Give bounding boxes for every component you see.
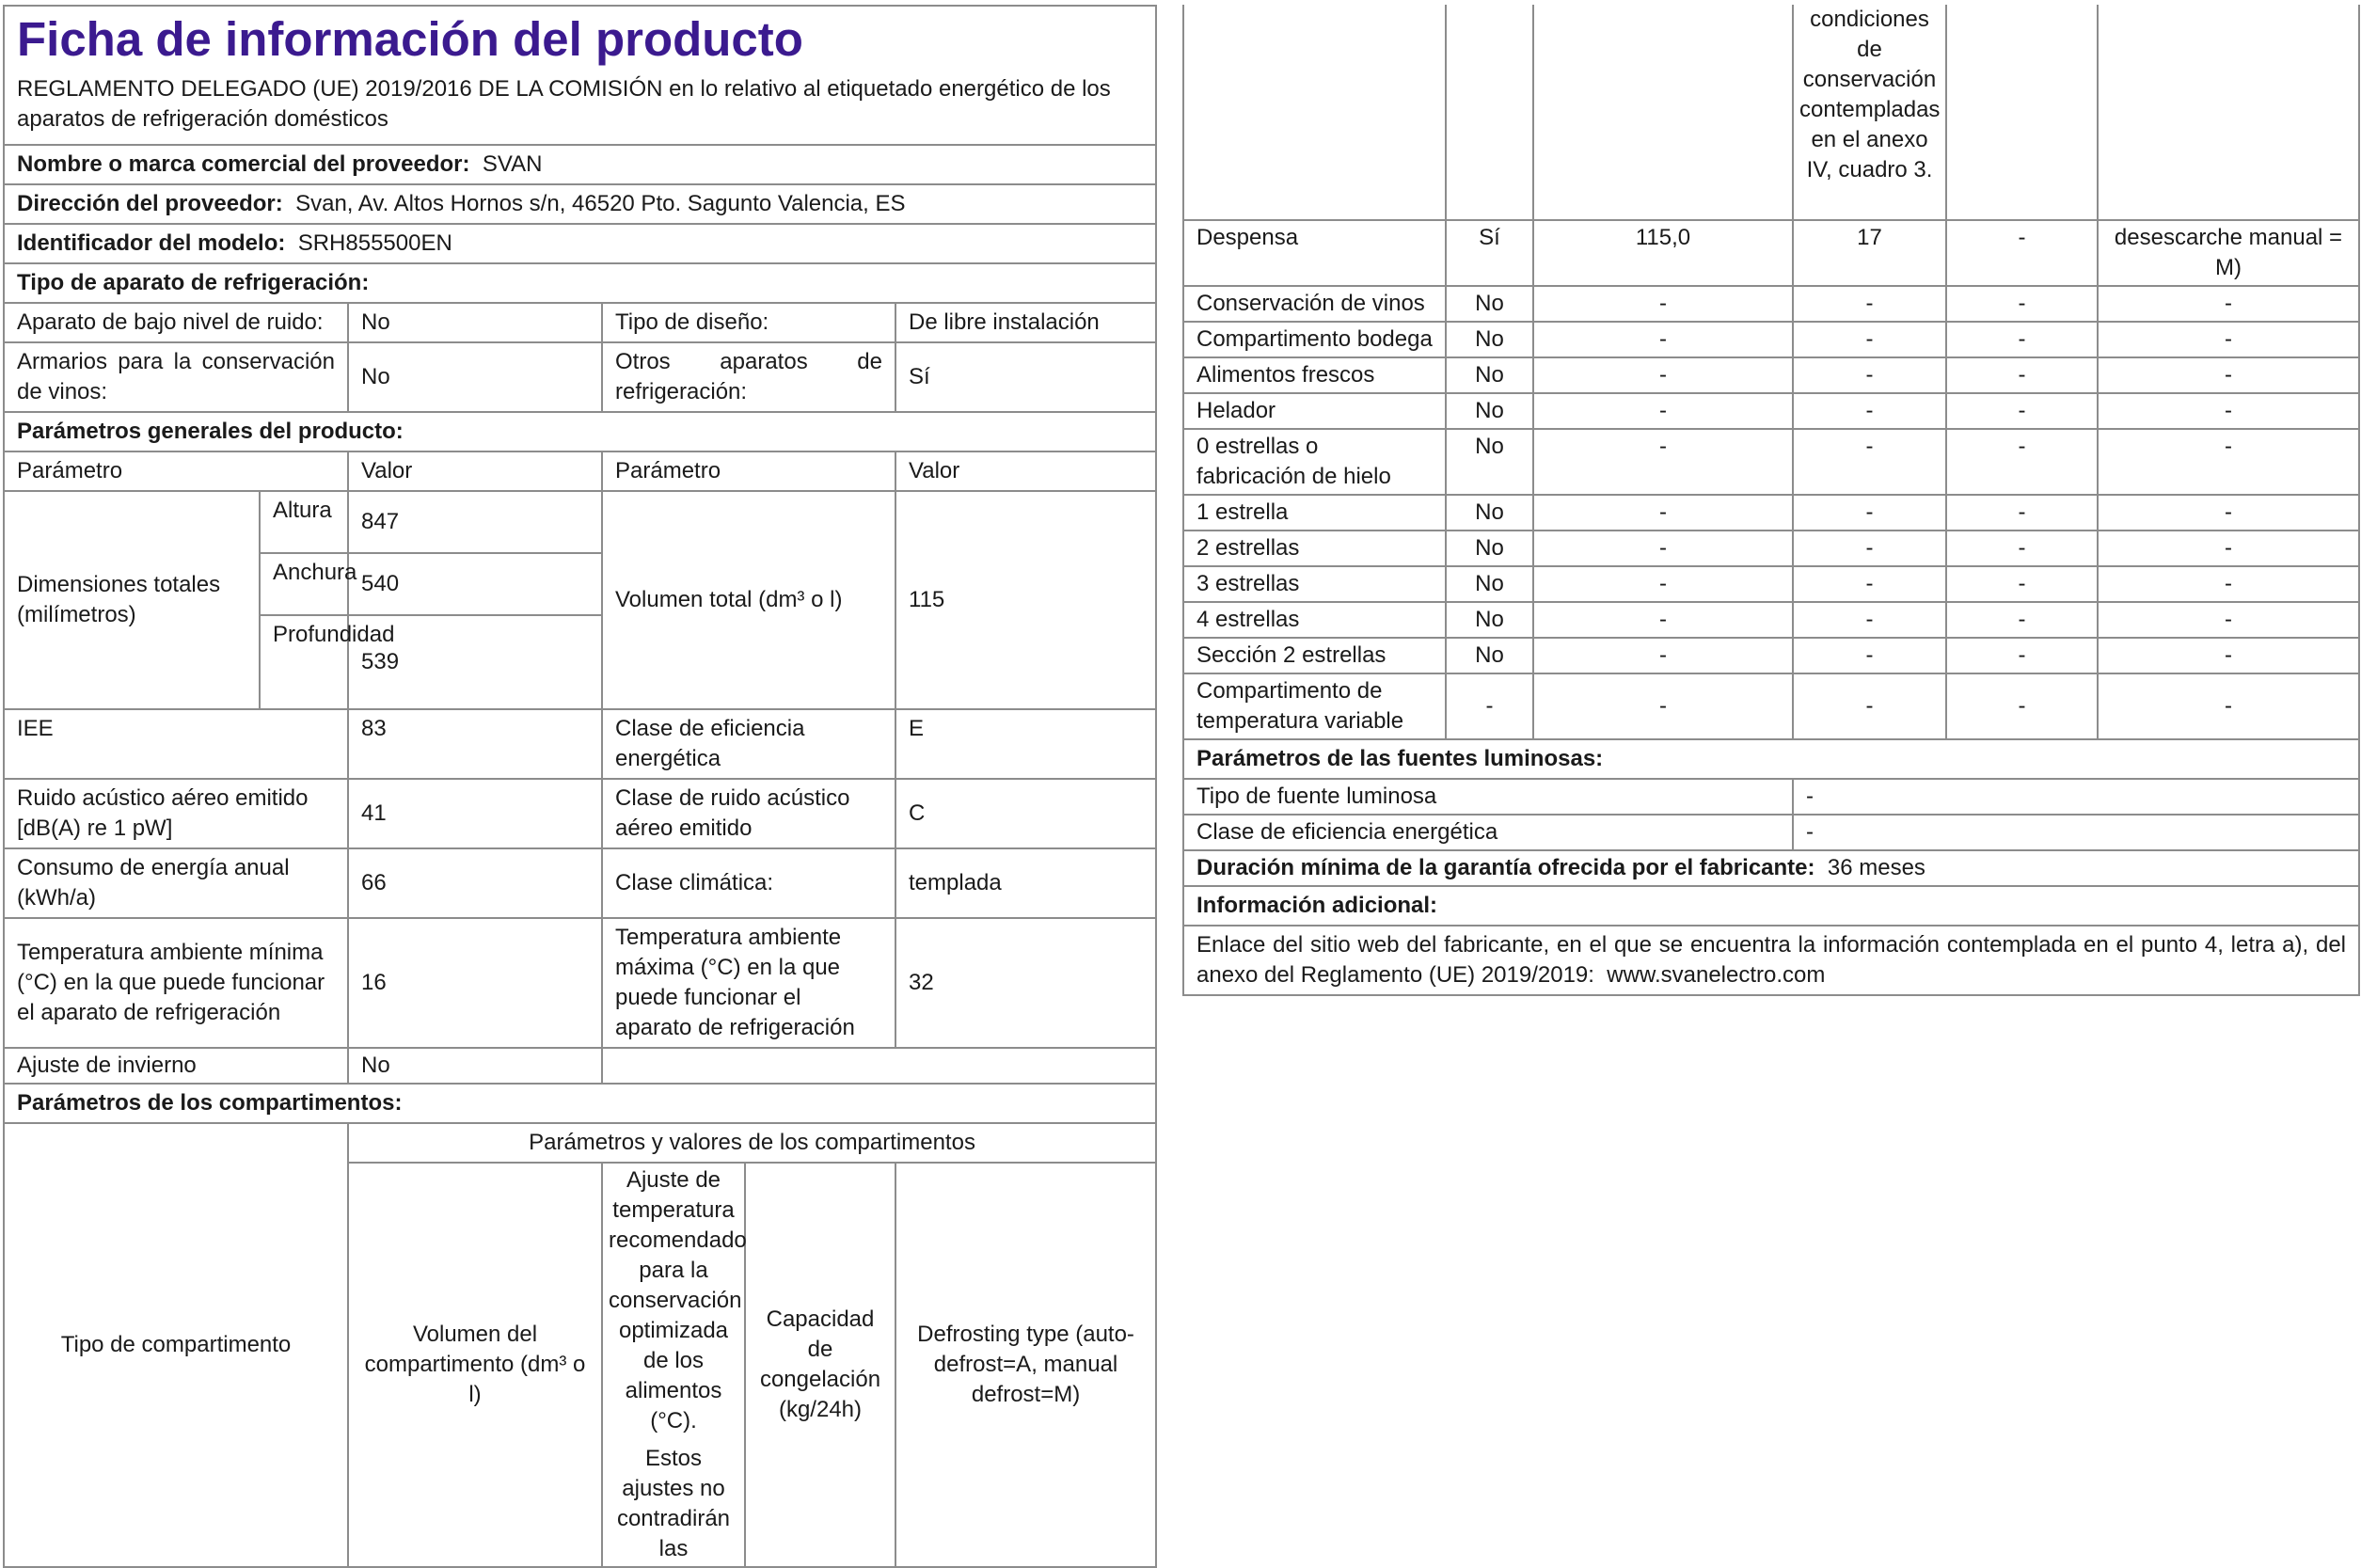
compartment-temp: 17 <box>1793 220 1946 286</box>
compartment-defrost: - <box>2098 673 2359 739</box>
compartment-defrost: - <box>2098 566 2359 602</box>
compartment-freezing: - <box>1946 602 2098 638</box>
recommended-temp-text: Ajuste de temperatura recomendado para la conservación optimizada de los alimentos (°C). <box>609 1167 747 1433</box>
other-appliance-label: Otros aparatos de refrigeración: <box>602 342 895 412</box>
recommended-temp-note: Estos ajustes no contradirán las <box>616 1446 731 1561</box>
compartment-temp: - <box>1793 602 1946 638</box>
compartment-name: 0 estrellas o fabricación de hielo <box>1183 429 1446 495</box>
page-title: Ficha de información del producto <box>17 12 803 66</box>
value-column-header: Valor <box>348 451 602 491</box>
compartment-volume: 115,0 <box>1533 220 1793 286</box>
supplier-address-value: Svan, Av. Altos Hornos s/n, 46520 Pto. Sagunto Valencia, ES <box>295 191 906 216</box>
compartment-name: 4 estrellas <box>1183 602 1446 638</box>
light-source-heading: Parámetros de las fuentes luminosas: <box>1183 739 2359 779</box>
compartment-row <box>1183 531 2359 566</box>
climate-class-label: Clase climática: <box>602 848 895 918</box>
compartment-name: Compartimento de temperatura variable <box>1183 673 1446 739</box>
product-info-table-right <box>1182 5 2360 996</box>
compartment-volume: - <box>1533 566 1793 602</box>
model-identifier-row <box>4 224 1156 263</box>
compartment-temp: - <box>1793 393 1946 429</box>
width-value: 540 <box>348 553 602 615</box>
light-source-class-value: - <box>1793 815 2359 850</box>
compartment-volume: - <box>1533 638 1793 673</box>
compartment-temp: - <box>1793 531 1946 566</box>
winter-setting-empty <box>602 1048 1156 1084</box>
compartment-row <box>1183 602 2359 638</box>
compartment-freezing: - <box>1946 673 2098 739</box>
total-volume-label: Volumen total (dm³ o l) <box>602 491 895 709</box>
compartment-present: No <box>1446 495 1533 531</box>
compartment-row <box>1183 393 2359 429</box>
winter-setting-label: Ajuste de invierno <box>4 1048 348 1084</box>
compartment-params-header: Parámetros y valores de los compartimentos <box>348 1123 1156 1163</box>
light-source-type-label: Tipo de fuente luminosa <box>1183 779 1793 815</box>
compartment-row <box>1183 673 2359 739</box>
depth-value: 539 <box>348 615 602 709</box>
appliance-type-heading: Tipo de aparato de refrigeración: <box>4 263 1156 303</box>
compartment-freezing: - <box>1946 531 2098 566</box>
compartment-row <box>1183 429 2359 495</box>
noise-label: Ruido acústico aéreo emitido [dB(A) re 1 pW] <box>4 779 348 848</box>
eei-value: 83 <box>348 709 602 779</box>
compartment-freezing: - <box>1946 429 2098 495</box>
compartment-row <box>1183 286 2359 322</box>
compartment-name: Compartimento bodega <box>1183 322 1446 357</box>
compartment-present: No <box>1446 286 1533 322</box>
warranty-row <box>1183 850 2359 886</box>
noise-class-label: Clase de ruido acústico aéreo emitido <box>602 779 895 848</box>
compartment-freezing: - <box>1946 322 2098 357</box>
product-info-table-left <box>3 5 1157 1568</box>
height-value: 847 <box>348 491 602 553</box>
annual-consumption-value: 66 <box>348 848 602 918</box>
dimensions-label: Dimensiones totales (milímetros) <box>4 491 260 709</box>
compartment-row <box>1183 566 2359 602</box>
compartment-present: No <box>1446 638 1533 673</box>
compartment-volume: - <box>1533 531 1793 566</box>
compartment-temp: - <box>1793 286 1946 322</box>
compartment-present: No <box>1446 322 1533 357</box>
compartment-present: No <box>1446 357 1533 393</box>
compartment-defrost: - <box>2098 602 2359 638</box>
compartment-freezing: - <box>1946 357 2098 393</box>
compartment-type-header: Tipo de compartimento <box>4 1123 348 1567</box>
additional-info-heading: Información adicional: <box>1183 886 2359 926</box>
light-source-class-label: Clase de eficiencia energética <box>1183 815 1793 850</box>
noise-value: 41 <box>348 779 602 848</box>
wine-cabinet-value: No <box>348 342 602 412</box>
compartment-defrost: - <box>2098 286 2359 322</box>
compartment-defrost: desescarche manual = M) <box>2098 220 2359 286</box>
additional-info-text <box>1183 926 2359 995</box>
compartment-volume: - <box>1533 286 1793 322</box>
model-identifier-label: Identificador del modelo: <box>17 230 286 256</box>
recommended-temp-note-cont: condiciones de conservación contempladas en el anexo IV, cuadro 3. <box>1793 5 1946 220</box>
compartment-temp: - <box>1793 638 1946 673</box>
compartment-row <box>1183 322 2359 357</box>
compartment-name: Despensa <box>1183 220 1446 286</box>
recommended-temp-header <box>602 1163 745 1567</box>
compartment-present: No <box>1446 531 1533 566</box>
max-ambient-temp-value: 32 <box>895 918 1156 1048</box>
light-source-type-value: - <box>1793 779 2359 815</box>
supplier-name-label: Nombre o marca comercial del proveedor: <box>17 151 470 177</box>
compartment-temp: - <box>1793 357 1946 393</box>
low-noise-label: Aparato de bajo nivel de ruido: <box>4 303 348 342</box>
compartment-temp: - <box>1793 429 1946 495</box>
supplier-address-label: Dirección del proveedor: <box>17 191 283 216</box>
energy-class-value: E <box>895 709 1156 779</box>
compartment-present: Sí <box>1446 220 1533 286</box>
compartment-present: No <box>1446 429 1533 495</box>
supplier-name-value: SVAN <box>482 151 543 177</box>
compartment-volume-header: Volumen del compartimento (dm³ o l) <box>348 1163 602 1567</box>
regulation-subtitle: REGLAMENTO DELEGADO (UE) 2019/2016 DE LA COMISIÓN en lo relativo al etiquetado energético de los aparatos de refrigeración domésticos <box>4 69 1156 145</box>
continued-present-cell <box>1446 5 1533 220</box>
compartment-name: 3 estrellas <box>1183 566 1446 602</box>
compartment-name: Sección 2 estrellas <box>1183 638 1446 673</box>
compartment-rows <box>1183 220 2359 739</box>
warranty-label: Duración mínima de la garantía ofrecida por el fabricante: <box>1196 855 1815 880</box>
compartment-volume: - <box>1533 602 1793 638</box>
compartment-volume: - <box>1533 393 1793 429</box>
continued-freeze-cell <box>1946 5 2098 220</box>
energy-class-label: Clase de eficiencia energética <box>602 709 895 779</box>
compartment-temp: - <box>1793 673 1946 739</box>
width-label: Anchura <box>260 553 348 615</box>
param-column-header-2: Parámetro <box>602 451 895 491</box>
compartment-temp: - <box>1793 322 1946 357</box>
compartment-present: - <box>1446 673 1533 739</box>
supplier-address-row <box>4 184 1156 224</box>
compartment-freezing: - <box>1946 495 2098 531</box>
additional-info-body: Enlace del sitio web del fabricante, en el que se encuentra la información contemplada en el punto 4, letra a), del anexo del Reglamento (UE) 2019/2019: <box>1196 932 2346 988</box>
max-ambient-temp-label: Temperatura ambiente máxima (°C) en la que puede funcionar el aparato de refrigeración <box>602 918 895 1048</box>
compartment-defrost: - <box>2098 638 2359 673</box>
design-type-value: De libre instalación <box>895 303 1156 342</box>
compartment-temp: - <box>1793 566 1946 602</box>
other-appliance-value: Sí <box>895 342 1156 412</box>
total-volume-value: 115 <box>895 491 1156 709</box>
climate-class-value: templada <box>895 848 1156 918</box>
compartment-row <box>1183 220 2359 286</box>
compartment-freezing: - <box>1946 286 2098 322</box>
compartment-freezing: - <box>1946 393 2098 429</box>
eei-label: IEE <box>4 709 348 779</box>
compartment-name: Helador <box>1183 393 1446 429</box>
compartment-defrost: - <box>2098 393 2359 429</box>
low-noise-value: No <box>348 303 602 342</box>
compartment-defrost: - <box>2098 531 2359 566</box>
compartment-volume: - <box>1533 429 1793 495</box>
compartment-volume: - <box>1533 357 1793 393</box>
compartment-volume: - <box>1533 673 1793 739</box>
annual-consumption-label: Consumo de energía anual (kWh/a) <box>4 848 348 918</box>
compartment-volume: - <box>1533 495 1793 531</box>
height-label: Altura <box>260 491 348 553</box>
compartments-heading: Parámetros de los compartimentos: <box>4 1084 1156 1123</box>
compartment-present: No <box>1446 566 1533 602</box>
manufacturer-website-link[interactable]: www.svanelectro.com <box>1607 962 1826 988</box>
compartment-defrost: - <box>2098 357 2359 393</box>
min-ambient-temp-label: Temperatura ambiente mínima (°C) en la que puede funcionar el aparato de refrigeración <box>4 918 348 1048</box>
noise-class-value: C <box>895 779 1156 848</box>
freezing-capacity-header: Capacidad de congelación (kg/24h) <box>745 1163 895 1567</box>
compartment-present: No <box>1446 602 1533 638</box>
compartment-name: 1 estrella <box>1183 495 1446 531</box>
design-type-label: Tipo de diseño: <box>602 303 895 342</box>
compartment-freezing: - <box>1946 566 2098 602</box>
compartment-freezing: - <box>1946 220 2098 286</box>
defrost-type-header: Defrosting type (auto-defrost=A, manual defrost=M) <box>895 1163 1156 1567</box>
compartment-defrost: - <box>2098 429 2359 495</box>
compartment-defrost: - <box>2098 495 2359 531</box>
compartment-row <box>1183 638 2359 673</box>
compartment-name: Alimentos frescos <box>1183 357 1446 393</box>
compartment-freezing: - <box>1946 638 2098 673</box>
compartment-present: No <box>1446 393 1533 429</box>
compartment-volume: - <box>1533 322 1793 357</box>
compartment-row <box>1183 357 2359 393</box>
compartment-name: 2 estrellas <box>1183 531 1446 566</box>
wine-cabinet-label: Armarios para la conservación de vinos: <box>4 342 348 412</box>
supplier-name-row <box>4 145 1156 184</box>
winter-setting-value: No <box>348 1048 602 1084</box>
value-column-header-2: Valor <box>895 451 1156 491</box>
continued-volume-cell <box>1533 5 1793 220</box>
compartment-row <box>1183 495 2359 531</box>
model-identifier-value: SRH855500EN <box>297 230 452 256</box>
param-column-header: Parámetro <box>4 451 348 491</box>
continued-defrost-cell <box>2098 5 2359 220</box>
depth-label: Profundidad <box>260 615 348 709</box>
general-params-heading: Parámetros generales del producto: <box>4 412 1156 451</box>
compartment-temp: - <box>1793 495 1946 531</box>
compartment-name: Conservación de vinos <box>1183 286 1446 322</box>
warranty-value: 36 meses <box>1827 855 1925 880</box>
continued-type-cell <box>1183 5 1446 220</box>
compartment-defrost: - <box>2098 322 2359 357</box>
min-ambient-temp-value: 16 <box>348 918 602 1048</box>
